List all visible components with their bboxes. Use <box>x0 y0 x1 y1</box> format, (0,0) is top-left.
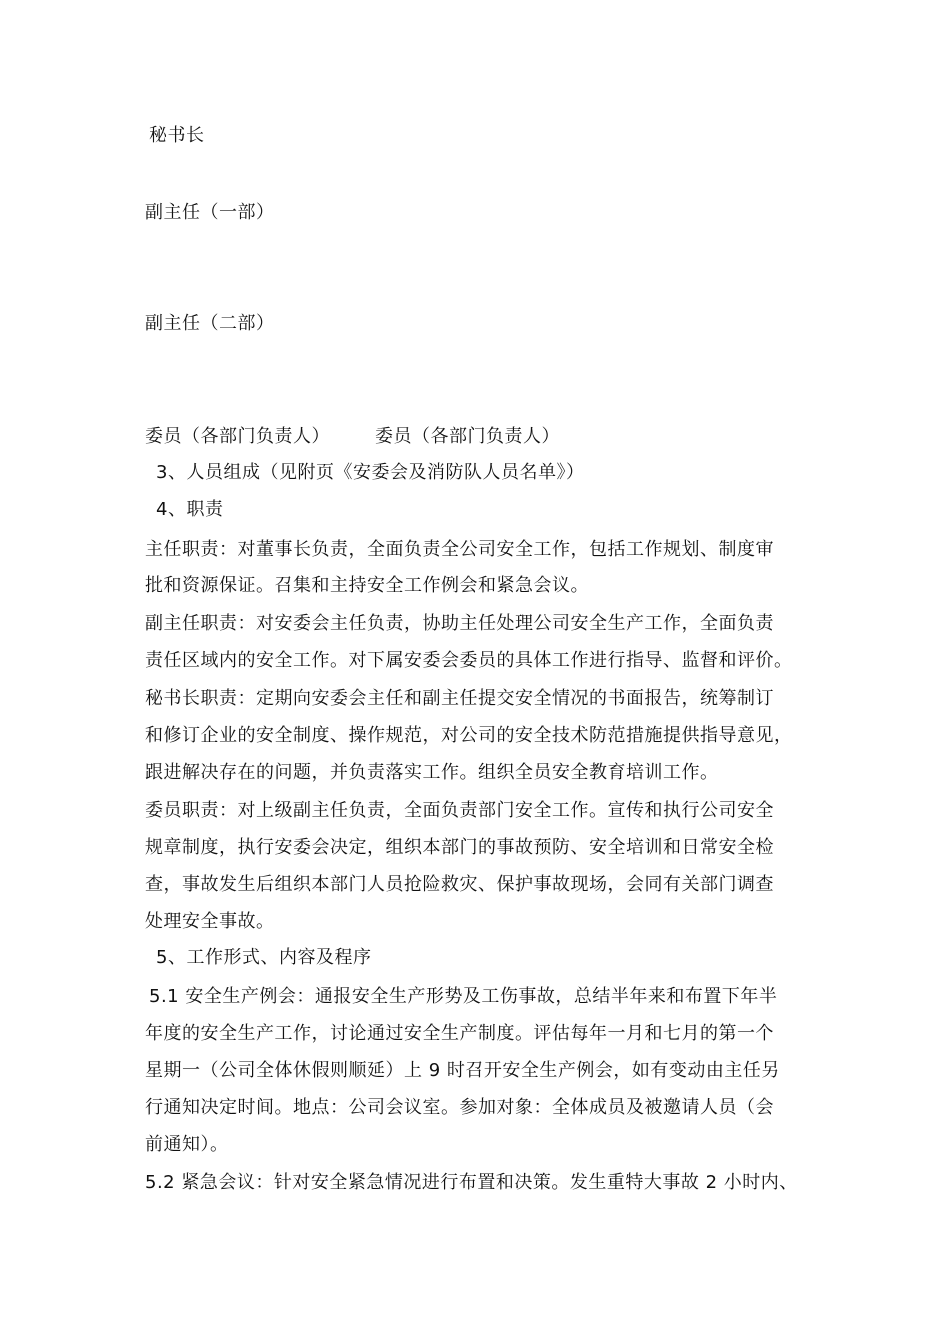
paragraph-line: 行通知决定时间。地点：公司会议室。参加对象：全体成员及被邀请人员（会 <box>145 1097 774 1118</box>
org-deputy-director-2: 副主任（二部） <box>145 313 275 334</box>
org-member-right: 委员（各部门负责人） <box>375 426 560 447</box>
paragraph-line: 主任职责：对董事长负责，全面负责全公司安全工作，包括工作规划、制度审 <box>145 539 774 560</box>
paragraph-line: 责任区域内的安全工作。对下属安委会委员的具体工作进行指导、监督和评价。 <box>145 650 793 671</box>
paragraph-line: 和修订企业的安全制度、操作规范，对公司的安全技术防范措施提供指导意见， <box>145 725 793 746</box>
org-member-left: 委员（各部门负责人） <box>145 426 330 447</box>
paragraph-line: 5.1 安全生产例会：通报安全生产形势及工伤事故，总结半年来和布置下年半 <box>149 986 778 1007</box>
paragraph-line: 跟进解决存在的问题，并负责落实工作。组织全员安全教育培训工作。 <box>145 762 719 783</box>
paragraph-line: 规章制度，执行安委会决定，组织本部门的事故预防、安全培训和日常安全检 <box>145 837 774 858</box>
paragraph-line: 5.2 紧急会议：针对安全紧急情况进行布置和决策。发生重特大事故 2 小时内、 <box>145 1172 798 1193</box>
paragraph-line: 前通知）。 <box>145 1134 229 1155</box>
paragraph-line: 副主任职责：对安委会主任负责，协助主任处理公司安全生产工作，全面负责 <box>145 613 774 634</box>
paragraph-line: 查，事故发生后组织本部门人员抢险救灾、保护事故现场，会同有关部门调查 <box>145 874 774 895</box>
section-4-heading: 4、职责 <box>156 499 224 520</box>
paragraph-line: 星期一（公司全体休假则顺延）上 9 时召开安全生产例会，如有变动由主任另 <box>145 1060 780 1081</box>
org-deputy-director-1: 副主任（一部） <box>145 202 275 223</box>
section-3-heading: 3、人员组成（见附页《安委会及消防队人员名单》） <box>156 462 585 483</box>
paragraph-line: 批和资源保证。召集和主持安全工作例会和紧急会议。 <box>145 575 589 596</box>
section-5-heading: 5、工作形式、内容及程序 <box>156 947 372 968</box>
org-secretary-general: 秘书长 <box>149 125 205 146</box>
paragraph-line: 委员职责：对上级副主任负责，全面负责部门安全工作。宣传和执行公司安全 <box>145 800 774 821</box>
paragraph-line: 秘书长职责：定期向安委会主任和副主任提交安全情况的书面报告，统筹制订 <box>145 688 774 709</box>
paragraph-line: 年度的安全生产工作，讨论通过安全生产制度。评估每年一月和七月的第一个 <box>145 1023 774 1044</box>
paragraph-line: 处理安全事故。 <box>145 911 275 932</box>
